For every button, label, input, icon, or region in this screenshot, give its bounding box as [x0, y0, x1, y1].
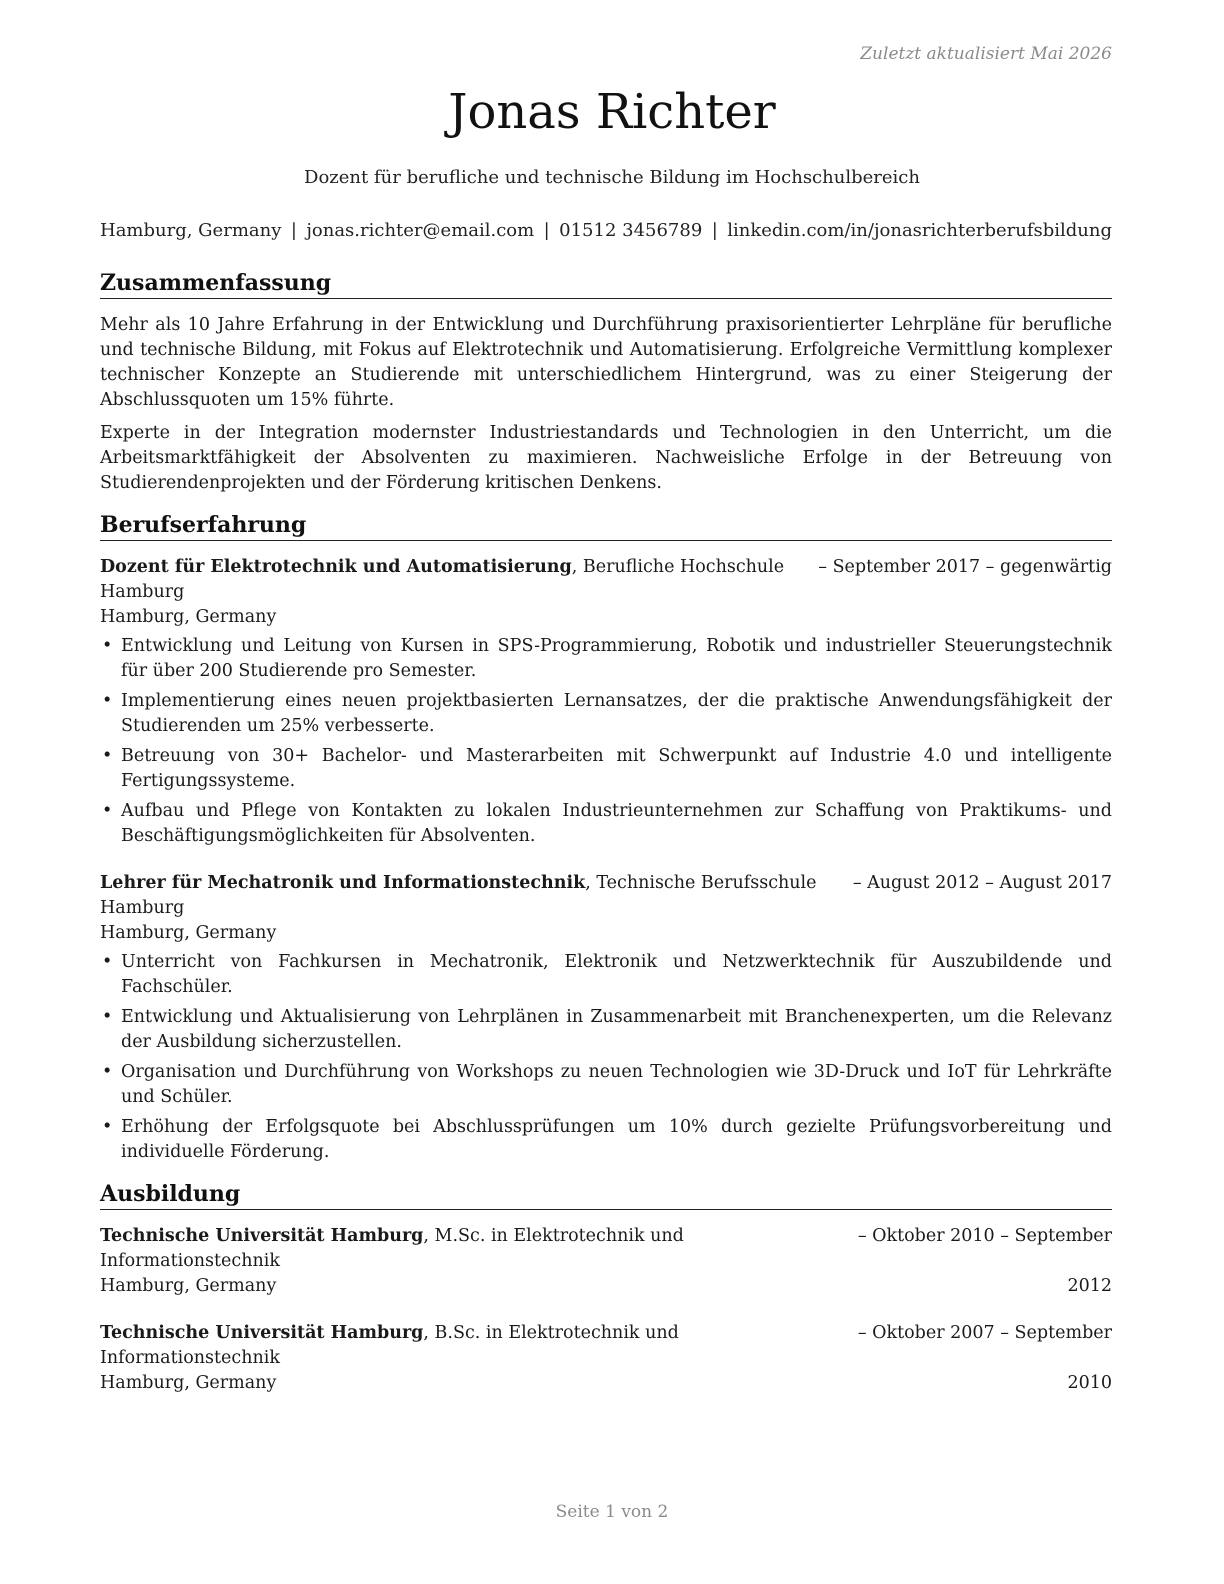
education-section [100, 1181, 1112, 1396]
last-updated-note: Zuletzt aktualisiert Mai 2026 [860, 44, 1112, 64]
summary-paragraph: Mehr als 10 Jahre Erfahrung in der Entwicklung und Durchführung praxisorientierter Lehrpläne für berufliche und technische Bildung, mit Fokus auf Elektrotechnik und Automatisierung. Erfolgreiche Vermittlung komplexer technischer Konzepte an Studierende mit unterschiedlichem Hintergrund, was zu einer Steigerung der Abschlussquoten um 15% führte. [100, 315, 1112, 410]
list-item: • Entwicklung und Leitung von Kursen in SPS-Programmierung, Robotik und industrieller Steuerungstechnik für über 200 Studierende pro Semester. [100, 634, 1112, 684]
list-item: • Unterricht von Fachkursen in Mechatronik, Elektronik und Netzwerktechnik für Auszubildende und Fachschüler. [100, 950, 1112, 1000]
education-dates: – Oktober 2010 – September [857, 1226, 1112, 1246]
summary-paragraph: Experte in der Integration modernster Industriestandards und Technologien in den Unterricht, um die Arbeitsmarktfähigkeit der Absolventen zu maximieren. Nachweisliche Erfolge in der Betreuung von Studierendenprojekten und der Förderung kritischen Denkens. [100, 423, 1112, 493]
resume-body [100, 270, 1112, 1418]
school-name: Technische Universität Hamburg [100, 1323, 424, 1343]
contact-email[interactable]: jonas.richter@email.com [306, 220, 535, 241]
entry-title [100, 1321, 852, 1371]
education-location: Hamburg, Germany [100, 1373, 277, 1393]
job-employer: , Technische Berufsschule Hamburg [100, 873, 817, 918]
contact-separator: | [290, 220, 297, 241]
contact-location: Hamburg, Germany [100, 220, 282, 241]
job-employer: , Berufliche Hochschule Hamburg [100, 557, 785, 602]
entry-header [100, 871, 1112, 921]
candidate-tagline: Dozent für berufliche und technische Bildung im Hochschulbereich [304, 167, 920, 188]
section-title-summary: Zusammenfassung [100, 270, 1112, 299]
experience-section [100, 512, 1112, 1165]
section-title-experience: Berufserfahrung [100, 512, 1112, 541]
page-number: Seite 1 von 2 [555, 1502, 669, 1522]
experience-entry [100, 871, 1112, 1165]
contact-separator: | [543, 220, 550, 241]
candidate-name: Jonas Richter [448, 84, 776, 140]
entry-title [100, 1224, 852, 1274]
job-location: Hamburg, Germany [100, 607, 277, 627]
list-item: • Aufbau und Pflege von Kontakten zu lokalen Industrieunternehmen zur Schaffung von Praktikums- und Beschäftigungsmöglichkeiten für Absolventen. [100, 799, 1112, 849]
experience-entry [100, 555, 1112, 849]
degree-name: , M.Sc. in Elektrotechnik und Informationstechnik [100, 1226, 684, 1271]
job-location: Hamburg, Germany [100, 923, 277, 943]
entry-subheader [100, 1274, 1112, 1299]
list-item: • Implementierung eines neuen projektbasierten Lernansatzes, der die praktische Anwendungsfähigkeit der Studierenden um 25% verbesserte. [100, 689, 1112, 739]
entry-title [100, 871, 847, 921]
entry-header [100, 1321, 1112, 1371]
job-bullets [100, 634, 1112, 849]
job-dates: – August 2012 – August 2017 [852, 873, 1112, 893]
section-title-education: Ausbildung [100, 1181, 1112, 1210]
job-bullets [100, 950, 1112, 1165]
education-dates: – Oktober 2007 – September [857, 1323, 1112, 1343]
entry-subheader [100, 1371, 1112, 1396]
education-location: Hamburg, Germany [100, 1276, 277, 1296]
job-role: Dozent für Elektrotechnik und Automatisierung [100, 557, 572, 577]
entry-title [100, 555, 812, 605]
entry-header [100, 1224, 1112, 1274]
education-dates-end: 2012 [1067, 1276, 1112, 1296]
degree-name: , B.Sc. in Elektrotechnik und Informationstechnik [100, 1323, 679, 1368]
school-name: Technische Universität Hamburg [100, 1226, 424, 1246]
list-item: • Erhöhung der Erfolgsquote bei Abschlussprüfungen um 10% durch gezielte Prüfungsvorbereitung und individuelle Förderung. [100, 1115, 1112, 1165]
list-item: • Betreuung von 30+ Bachelor- und Masterarbeiten mit Schwerpunkt auf Industrie 4.0 und intelligente Fertigungssysteme. [100, 744, 1112, 794]
job-role: Lehrer für Mechatronik und Informationstechnik [100, 873, 586, 893]
entry-header [100, 555, 1112, 605]
contact-separator: | [711, 220, 718, 241]
list-item: • Organisation und Durchführung von Workshops zu neuen Technologien wie 3D-Druck und IoT für Lehrkräfte und Schüler. [100, 1060, 1112, 1110]
education-entry [100, 1321, 1112, 1396]
summary-section [100, 270, 1112, 496]
education-entry [100, 1224, 1112, 1299]
contact-bar [100, 220, 1112, 241]
contact-linkedin[interactable]: linkedin.com/in/jonasrichterberufsbildung [727, 220, 1112, 241]
job-dates: – September 2017 – gegenwärtig [818, 557, 1112, 577]
contact-phone[interactable]: 01512 3456789 [559, 220, 703, 241]
education-dates-end: 2010 [1067, 1373, 1112, 1393]
list-item: • Entwicklung und Aktualisierung von Lehrplänen in Zusammenarbeit mit Branchenexperten, um die Relevanz der Ausbildung sicherzustellen. [100, 1005, 1112, 1055]
